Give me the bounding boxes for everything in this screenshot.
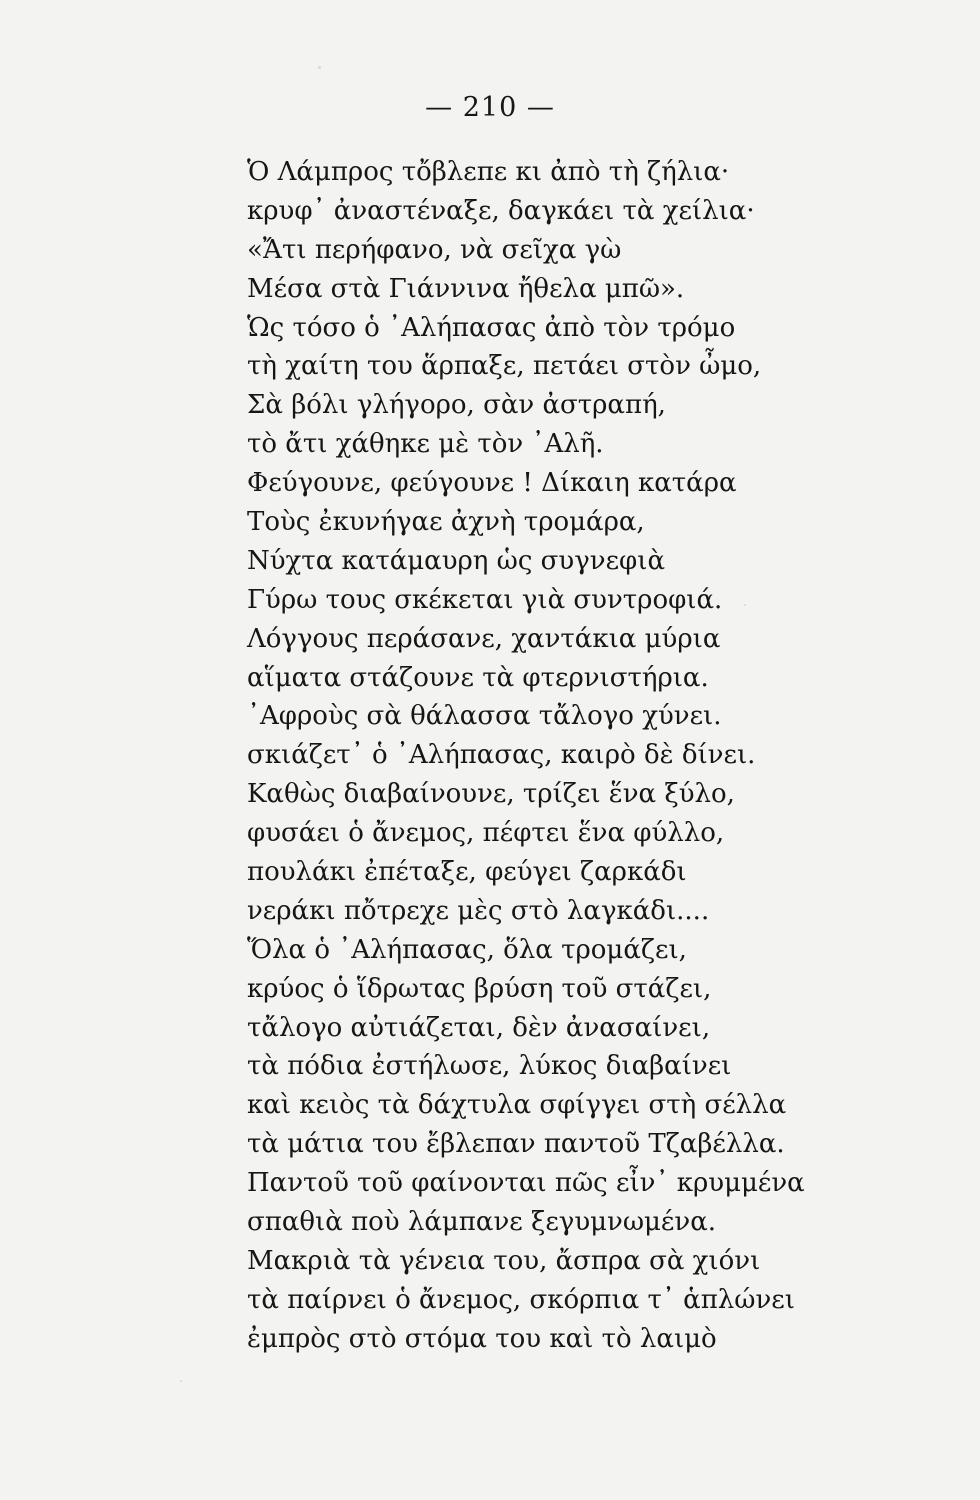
poem-line: Ὡς τόσο ὁ ᾽Αλήπασας ἀπὸ τὸν τρόμο [247, 312, 736, 343]
poem-line: Σὰ βόλι γλήγορο, σὰν ἀστραπή, [247, 390, 666, 421]
poem-line: τἄλογο αὐτιάζεται, δὲν ἀνασαίνει, [247, 1012, 711, 1043]
poem-line: σκιάζετ᾽ ὁ ᾽Αλήπασας, καιρὸ δὲ δίνει. [247, 740, 756, 771]
poem-line: Γύρω τους σκέκεται γιὰ συντροφιά. [247, 584, 723, 615]
poem-line: Λόγγους περάσανε, χαντάκια μύρια [247, 623, 721, 654]
poem-line: Παντοῦ τοῦ φαίνονται πῶς εἶν᾽ κρυμμένα [247, 1168, 805, 1199]
poem-line: κρυφ᾽ ἀναστέναξε, δαγκάει τὰ χείλια· [247, 195, 755, 226]
poem-line: σπαθιὰ ποὺ λάμπανε ξεγυμνωμένα. [247, 1207, 717, 1238]
poem-line: ἐμπρὸς στὸ στόμα του καὶ τὸ λαιμὸ [247, 1323, 717, 1354]
poem-line: τὸ ἄτι χάθηκε μὲ τὸν ᾽Αλῆ. [247, 429, 604, 460]
poem-line: Ὁ Λάμπρος τὄβλεπε κι ἀπὸ τὴ ζήλια· [247, 157, 730, 187]
page-number: — 210 — [425, 92, 555, 123]
paper-speck [318, 66, 321, 69]
poem-line: αἵματα στάζουνε τὰ φτερνιστήρια. [247, 662, 709, 693]
poem-line: καὶ κειὸς τὰ δάχτυλα σφίγγει στὴ σέλλα [247, 1090, 787, 1121]
paper-speck [180, 1380, 182, 1382]
poem-line: Νύχτα κατάμαυρη ὡς συγνεφιὰ [247, 545, 666, 576]
poem-line: πουλάκι ἐπέταξε, φεύγει ζαρκάδι [247, 857, 687, 888]
poem-line: Φεύγουνε, φεύγουνε ! Δίκαιη κατάρα [247, 468, 737, 499]
poem-line: φυσάει ὁ ἄνεμος, πέφτει ἕνα φύλλο, [247, 818, 725, 849]
poem-line: Τοὺς ἐκυνήγαε ἀχνὴ τρομάρα, [247, 507, 645, 538]
poem-text [247, 153, 867, 1359]
poem-line: τὰ παίρνει ὁ ἄνεμος, σκόρπια τ᾽ ἁπλώνει [247, 1284, 795, 1315]
poem-line: κρύος ὁ ἵδρωτας βρύση τοῦ στάζει, [247, 973, 712, 1004]
poem-line: τὰ πόδια ἐστήλωσε, λύκος διαβαίνει [247, 1051, 732, 1082]
poem-line: Μακριὰ τὰ γένεια του, ἄσπρα σὰ χιόνι [247, 1245, 761, 1276]
poem-line: ᾽Αφροὺς σὰ θάλασσα τἄλογο χύνει. [247, 701, 722, 732]
poem-line: «Ἄτι περήφανο, νὰ σεῖχα γὼ [247, 234, 622, 265]
poem-line: Μέσα στὰ Γιάννινα ἤθελα μπῶ». [247, 273, 685, 304]
poem-line: Ὅλα ὁ ᾽Αλήπασας, ὅλα τρομάζει, [247, 934, 687, 965]
poem-line: Καθὼς διαβαίνουνε, τρίζει ἕνα ξύλο, [247, 779, 735, 810]
poem-line: τὴ χαίτη του ἅρπαξε, πετάει στὸν ὦμο, [247, 351, 762, 382]
poem-line: νεράκι πὄτρεχε μὲς στὸ λαγκάδι.... [247, 895, 710, 926]
poem-line: τὰ μάτια του ἔβλεπαν παντοῦ Τζαβέλλα. [247, 1129, 785, 1160]
